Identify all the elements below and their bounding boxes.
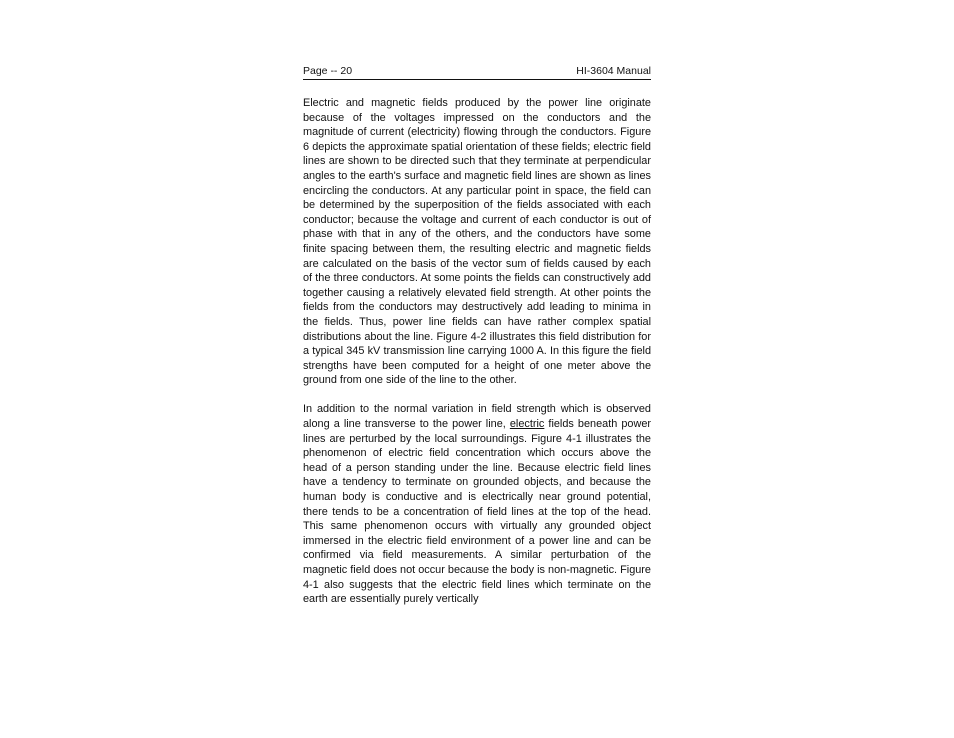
underlined-word: electric: [509, 418, 545, 431]
manual-title: HI-3604 Manual: [576, 65, 651, 77]
page-number: Page -- 20: [303, 65, 353, 77]
paragraph-1: Electric and magnetic fields produced by the power line originate because of the voltages impressed on the conductors and the magnitude of current (electricity) flowing through the conductors. Figure 6 depicts the approximate spatial orientation of these fields; electric field lines are shown to be directed such that they terminate at perpendicular angles to the earth's surface and magnetic field lines are shown as lines encircling the conductors. At any particular point in space, the field can be determined by the superposition of the fields associated with each conductor; because the voltage and current of each conductor is out of phase with that in any of the others, and the conductors have some finite spacing between them, the resulting electric and magnetic fields are calculated on the basis of the vector sum of fields caused by each of the three conductors. At some points the fields can constructively add together causing a relatively elevated field strength. At other points the fields from the conductors may destructively add leading to minima in the fields. Thus, power line fields can have rather complex spatial distributions about the line. Figure 4-2 illustrates this field distribution for a typical 345 kV transmission line carrying 1000 A. In this figure the field strengths have been computed for a height of one meter above the ground from one side of the line to the other.: [303, 97, 651, 387]
document-page: [303, 64, 651, 621]
paragraph-2: [303, 402, 651, 606]
paragraph-2-start: In addition to the normal variation in field strength which is observed along a line transverse to the power line,: [303, 403, 651, 431]
paragraph-2-end: fields beneath power lines are perturbed by the local surroundings. Figure 4-1 illustrates the phenomenon of electric field concentration which occurs above the head of a person standing under the line. Because electric field lines have a tendency to terminate on grounded objects, and because the human body is conductive and is electrically near ground potential, there tends to be a concentration of field lines at the top of the head. This same phenomenon occurs with virtually any grounded object immersed in the electric field environment of a power line and can be confirmed via field measurements. A similar perturbation of the magnetic field does not occur because the body is non-magnetic. Figure 4-1 also suggests that the electric field lines which terminate on the earth are essentially purely vertically: [303, 418, 651, 606]
page-header: [303, 64, 651, 80]
body-text: [303, 96, 651, 607]
